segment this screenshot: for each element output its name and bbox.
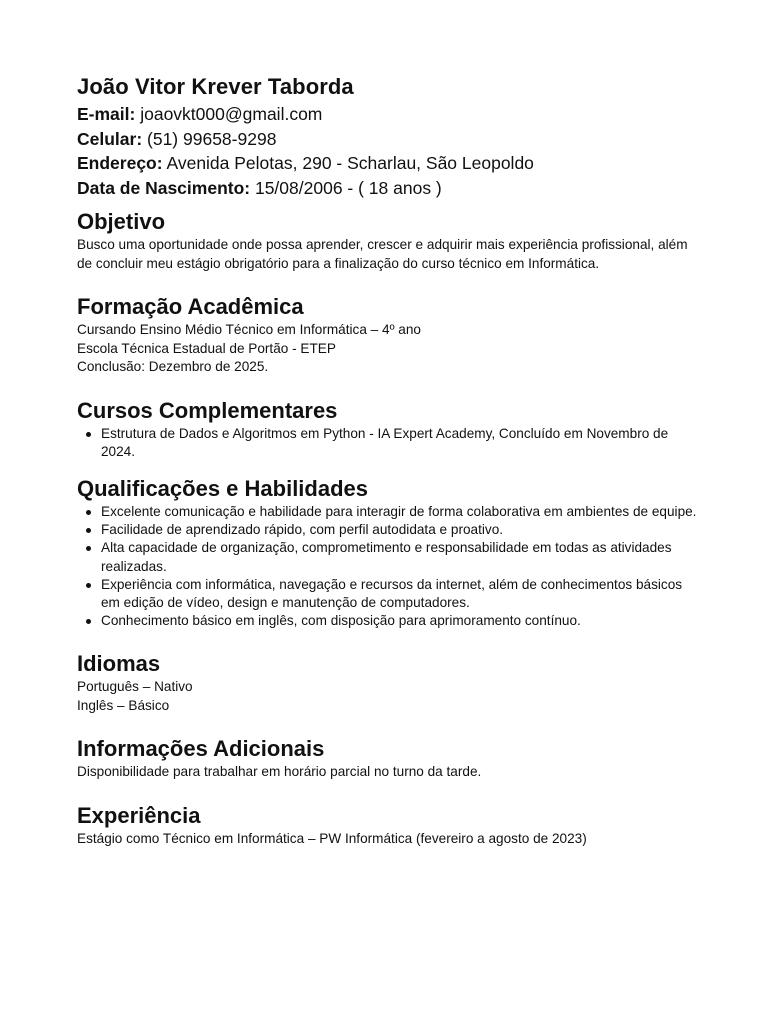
list-item: Estrutura de Dados e Algoritmos em Python - IA Expert Academy, Concluído em Novembro de 2024.	[101, 425, 697, 461]
languages-title: Idiomas	[77, 651, 161, 677]
email-label: E-mail:	[77, 104, 136, 124]
experience-text: Estágio como Técnico em Informática – PW Informática (fevereiro a agosto de 2023)	[77, 830, 587, 846]
birth-date-line	[77, 176, 697, 201]
objective-text: Busco uma oportunidade onde possa aprender, crescer e adquirir mais experiência profissional, além de concluir meu estágio obrigatório para a finalização do curso técnico em Informática.	[77, 237, 688, 271]
list-item: Alta capacidade de organização, comprometimento e responsabilidade em todas as atividades realizadas.	[101, 539, 697, 575]
additional-info-title: Informações Adicionais	[77, 736, 325, 762]
education-title: Formação Acadêmica	[77, 294, 304, 319]
skills-title: Qualificações e Habilidades	[77, 475, 369, 501]
email-value: joaovkt000@gmail.com	[135, 104, 323, 124]
additional-info-text: Disponibilidade para trabalhar em horário parcial no turno da tarde.	[77, 764, 482, 780]
education-line: Conclusão: Dezembro de 2025.	[77, 359, 269, 374]
email-line	[77, 102, 697, 127]
resume-page	[77, 72, 697, 848]
address-label: Endereço:	[77, 153, 163, 173]
skills-list	[77, 503, 697, 630]
candidate-name: João Vitor Krever Taborda	[77, 74, 354, 99]
phone-value: (51) 99658-9298	[142, 128, 277, 149]
birth-date-value: 15/08/2006 - ( 18 anos )	[250, 177, 442, 198]
experience-title: Experiência	[77, 802, 201, 828]
list-item: Conhecimento básico em inglês, com disposição para aprimoramento contínuo.	[101, 612, 697, 630]
phone-label: Celular:	[77, 128, 143, 149]
list-item: Experiência com informática, navegação e recursos da internet, além de conhecimentos básicos em edição de vídeo, design e manutenção de computadores.	[101, 576, 697, 612]
list-item: Excelente comunicação e habilidade para interagir de forma colaborativa em ambientes de equipe.	[101, 503, 697, 521]
list-item: Facilidade de aprendizado rápido, com perfil autodidata e proativo.	[101, 521, 697, 539]
address-line	[77, 151, 697, 176]
phone-line	[77, 127, 697, 152]
courses-list	[77, 425, 697, 461]
address-value: Avenida Pelotas, 290 - Scharlau, São Leopoldo	[162, 153, 534, 173]
birth-date-label: Data de Nascimento:	[77, 177, 251, 198]
courses-title: Cursos Complementares	[77, 397, 338, 423]
language-line: Português – Nativo	[77, 679, 193, 695]
education-line: Cursando Ensino Médio Técnico em Informática – 4º ano	[77, 322, 421, 337]
objective-title: Objetivo	[77, 209, 166, 234]
language-line: Inglês – Básico	[77, 697, 170, 713]
education-line: Escola Técnica Estadual de Portão - ETEP	[77, 340, 336, 356]
